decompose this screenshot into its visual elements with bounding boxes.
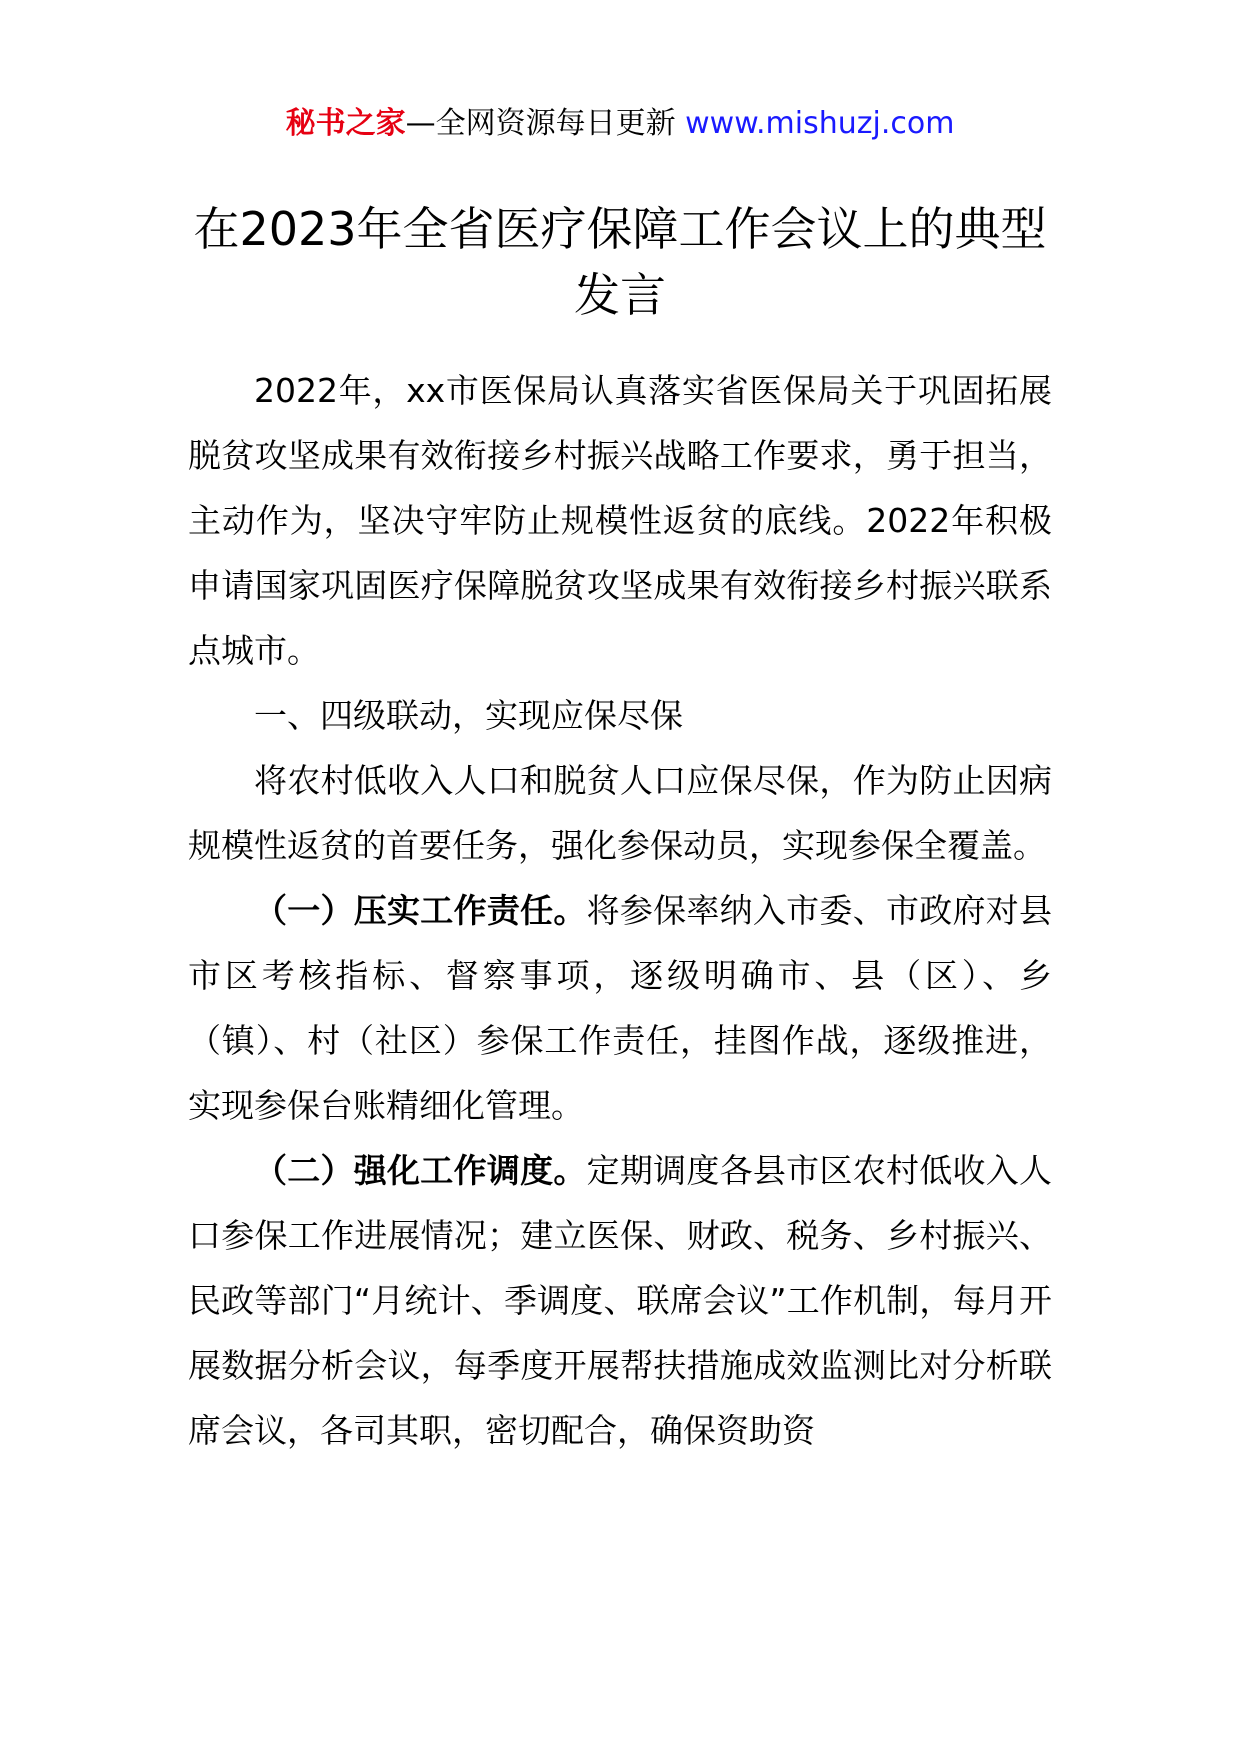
paragraph-item-1 <box>188 878 1052 1138</box>
document-body <box>188 358 1052 1463</box>
brand-name: 秘书之家 <box>285 106 406 141</box>
document-title: 在2023年全省医疗保障工作会议上的典型发言 <box>193 202 1047 322</box>
paragraph-item-2 <box>188 1138 1052 1463</box>
item-1-text: 将参保率纳入市委、市政府对县市区考核指标、督察事项，逐级明确市、县（区）、乡（镇）、村（社区）参保工作责任，挂图作战，逐级推进，实现参保台账精细化管理。 <box>188 891 1053 1125</box>
section-heading-1: 一、四级联动，实现应保尽保 <box>254 696 683 735</box>
paragraph-intro: 2022年，xx市医保局认真落实省医保局关于巩固拓展脱贫攻坚成果有效衔接乡村振兴战略工作要求，勇于担当，主动作为，坚决守牢防止规模性返贫的底线。2022年积极申请国家巩固医疗保障脱贫攻坚成果有效衔接乡村振兴联系点城市。 <box>188 371 1052 670</box>
item-2-lead: （二）强化工作调度。 <box>254 1151 587 1190</box>
header-tagline: —全网资源每日更新 <box>405 106 686 141</box>
item-2-text: 定期调度各县市区农村低收入人口参保工作进展情况；建立医保、财政、税务、乡村振兴、民政等部门“月统计、季调度、联席会议”工作机制，每月开展数据分析会议，每季度开展帮扶措施成效监测比对分析联席会议，各司其职，密切配合，确保资助资 <box>188 1151 1053 1450</box>
paragraph-section-1: 将农村低收入人口和脱贫人口应保尽保，作为防止因病规模性返贫的首要任务，强化参保动员，实现参保全覆盖。 <box>188 761 1052 865</box>
site-url[interactable]: www.mishuzj.com <box>685 106 955 141</box>
item-1-lead: （一）压实工作责任。 <box>254 891 587 930</box>
site-header <box>0 104 1240 144</box>
